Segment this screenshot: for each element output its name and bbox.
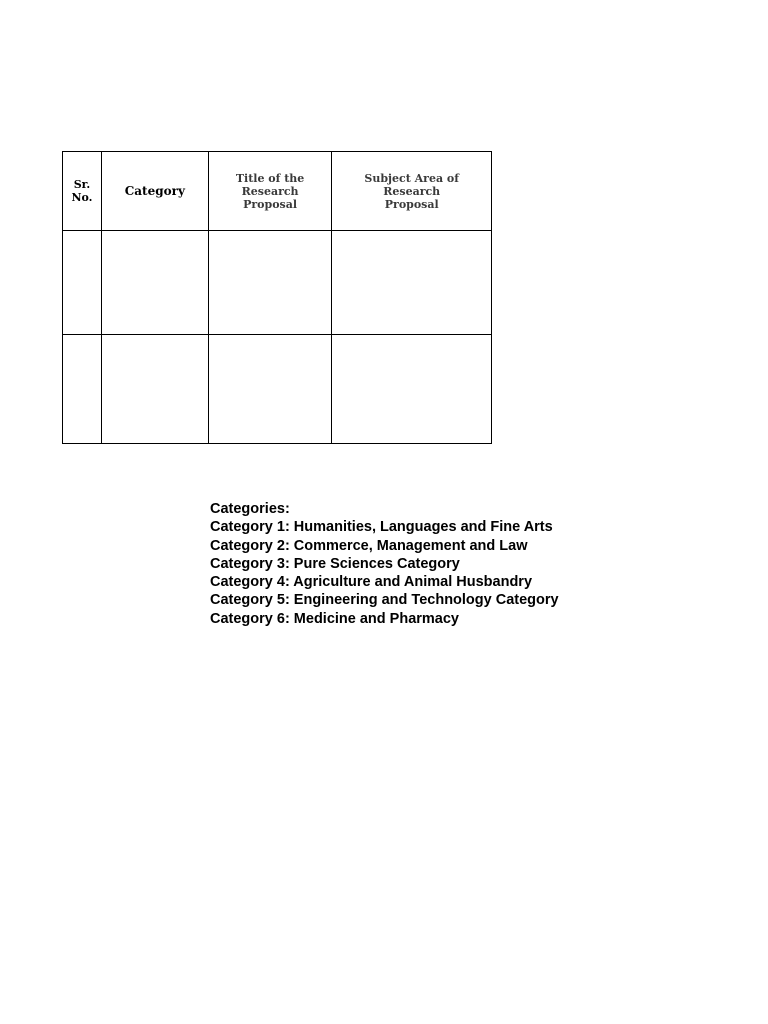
category-item: Category 6: Medicine and Pharmacy xyxy=(210,610,459,627)
header-category xyxy=(101,152,208,231)
cell-sr-no[interactable] xyxy=(63,231,102,335)
research-proposal-table xyxy=(62,151,492,444)
header-subject-line2: Proposal xyxy=(384,197,439,211)
category-item: Category 4: Agriculture and Animal Husbandry xyxy=(210,574,533,591)
categories-list xyxy=(210,500,559,628)
cell-category[interactable] xyxy=(101,335,208,444)
header-sr-no-label: Sr. No. xyxy=(71,178,93,204)
category-item: Category 2: Commerce, Management and Law xyxy=(210,537,528,554)
cell-subject-area[interactable] xyxy=(332,335,492,444)
category-item: Category 5: Engineering and Technology Category xyxy=(210,592,559,609)
header-subject-line1: Subject Area of Research xyxy=(364,171,459,198)
cell-sr-no[interactable] xyxy=(63,335,102,444)
cell-subject-area[interactable] xyxy=(332,231,492,335)
categories-heading: Categories: xyxy=(210,501,290,517)
header-sr-no xyxy=(63,152,102,231)
header-subject-area xyxy=(332,152,492,231)
table-row xyxy=(63,335,492,444)
header-category-label: Category xyxy=(124,183,185,198)
category-item: Category 1: Humanities, Languages and Fine Arts xyxy=(210,519,553,536)
header-title-line1: Title of the Research xyxy=(235,171,305,198)
cell-category[interactable] xyxy=(101,231,208,335)
cell-title[interactable] xyxy=(208,335,332,444)
table-row xyxy=(63,231,492,335)
header-title xyxy=(208,152,332,231)
table-header-row xyxy=(63,152,492,231)
cell-title[interactable] xyxy=(208,231,332,335)
category-item: Category 3: Pure Sciences Category xyxy=(210,555,460,572)
header-title-line2: Proposal xyxy=(243,197,298,211)
